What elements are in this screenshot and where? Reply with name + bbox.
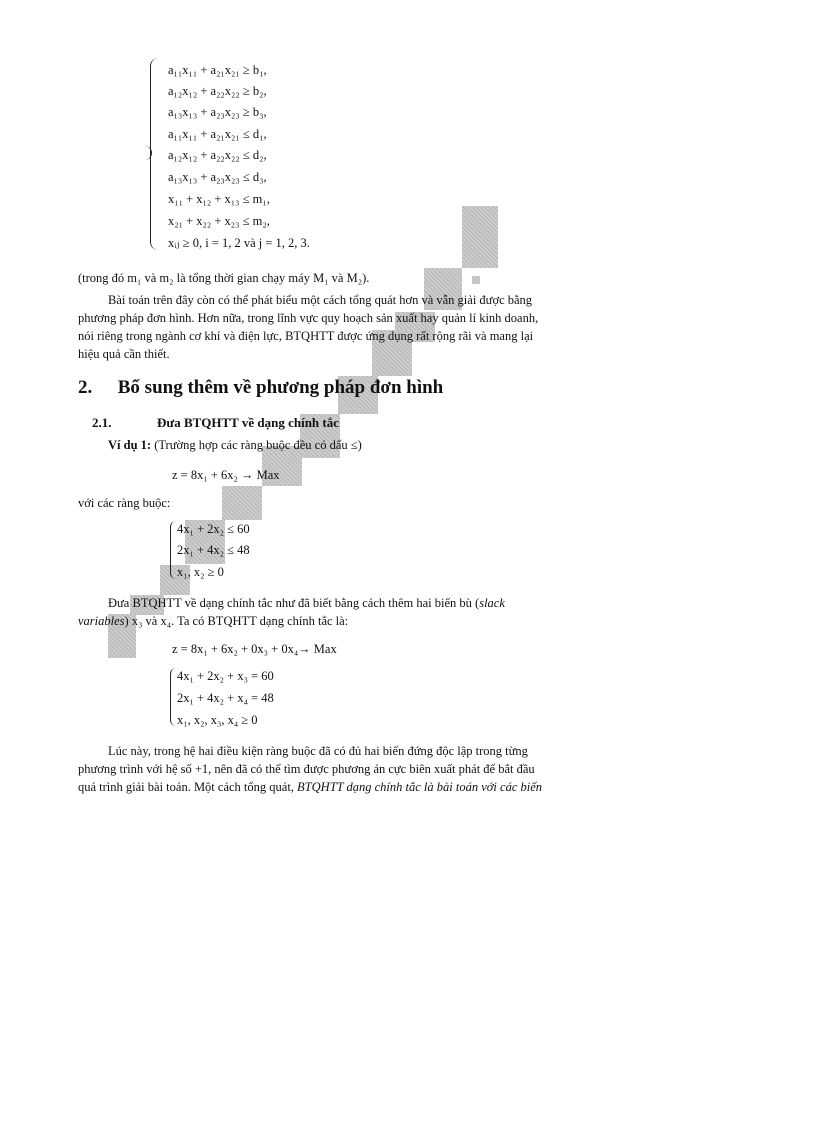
system1-line: a₁₃x₁₃ + a₂₃x₂₃ ≥ b₃, [168, 105, 267, 119]
system2-line: x₁, x₂ ≥ 0 [177, 565, 224, 579]
system1-brace [150, 58, 159, 250]
paragraph-text: ) x₃ và x₄. Ta có BTQHTT dạng chính tắc là: [124, 614, 349, 628]
system2-line: 2x₁ + 4x₂ ≤ 48 [177, 543, 250, 557]
system1-line: x₁₁ + x₁₂ + x₁₃ ≤ m₁, [168, 192, 270, 206]
paragraph-line [78, 613, 348, 630]
paragraph-line: phương trình với hệ số +1, nên đã có thể tìm được phương án cực biên xuất phát để bắt đầu [78, 762, 535, 776]
constraints-label: với các ràng buộc: [78, 496, 171, 510]
paragraph-line: hiệu quả cần thiết. [78, 347, 170, 361]
system3-line: 4x₁ + 2x₂ + x₃ = 60 [177, 669, 274, 683]
system3-line: x₁, x₂, x₃, x₄ ≥ 0 [177, 713, 258, 727]
example-label: Ví dụ 1: [108, 438, 152, 452]
objective-2: z = 8x₁ + 6x₂ + 0x₃ + 0x₄→ Max [172, 642, 337, 656]
paragraph-italic: slack [479, 596, 505, 610]
system2-brace [170, 521, 177, 579]
example-text: (Trường hợp các ràng buộc đều có dấu ≤) [151, 438, 362, 452]
system1-line: a₁₃x₁₃ + a₂₃x₂₃ ≤ d₃, [168, 170, 267, 184]
system1-line: a₁₁x₁₁ + a₂₁x₂₁ ≥ b₁, [168, 63, 267, 77]
section-number: 2. [78, 377, 93, 398]
paragraph-italic: variables [78, 614, 125, 628]
paragraph-text: Đưa BTQHTT về dạng chính tắc như đã biết bằng cách thêm hai biến bù ( [108, 596, 480, 610]
paragraph-line: phương pháp đơn hình. Hơn nữa, trong lĩnh vực quy hoạch sản xuất hay quản lí kinh doanh, [78, 311, 539, 325]
subsection-title: Đưa BTQHTT về dạng chính tắc [157, 415, 340, 430]
section-heading [78, 377, 443, 399]
paragraph-line: Lúc này, trong hệ hai điều kiện ràng buộc đã có đủ hai biến đứng độc lập trong từng [108, 744, 528, 758]
paragraph-text: quá trình giải bài toán. Một cách tổng quát, [78, 780, 298, 794]
system2-line: 4x₁ + 2x₂ ≤ 60 [177, 522, 250, 536]
section-title: Bổ sung thêm về phương pháp đơn hình [117, 377, 444, 398]
note: (trong đó m₁ và m₂ là tổng thời gian chạy máy M₁ và M₂). [78, 271, 370, 285]
system1-line: x₂₁ + x₂₂ + x₂₃ ≤ m₂, [168, 214, 270, 228]
paragraph-line: nói riêng trong ngành cơ khí và điện lực, BTQHTT được ứng dụng rất rộng rãi và mang lại [78, 329, 534, 343]
system1-line: a₁₂x₁₂ + a₂₂x₂₂ ≥ b₂, [168, 84, 267, 98]
system3-line: 2x₁ + 4x₂ + x₄ = 48 [177, 691, 274, 705]
paragraph-italic: BTQHTT dạng chính tắc là bài toán với các biến [297, 780, 543, 794]
system1-line: a₁₁x₁₁ + a₂₁x₂₁ ≤ d₁, [168, 127, 267, 141]
example [108, 437, 362, 454]
subsection-number: 2.1. [92, 415, 112, 430]
system1-line: a₁₂x₁₂ + a₂₂x₂₂ ≤ d₂, [168, 148, 267, 162]
paragraph-line [108, 595, 505, 612]
system3-brace [170, 668, 177, 726]
objective-1: z = 8x₁ + 6x₂ → Max [172, 468, 280, 482]
system1-line: xᵢⱼ ≥ 0, i = 1, 2 và j = 1, 2, 3. [168, 236, 310, 250]
paragraph-line: Bài toán trên đây còn có thể phát biểu một cách tổng quát hơn và vẫn giải được bằng [108, 293, 533, 307]
paragraph-line [78, 779, 542, 796]
